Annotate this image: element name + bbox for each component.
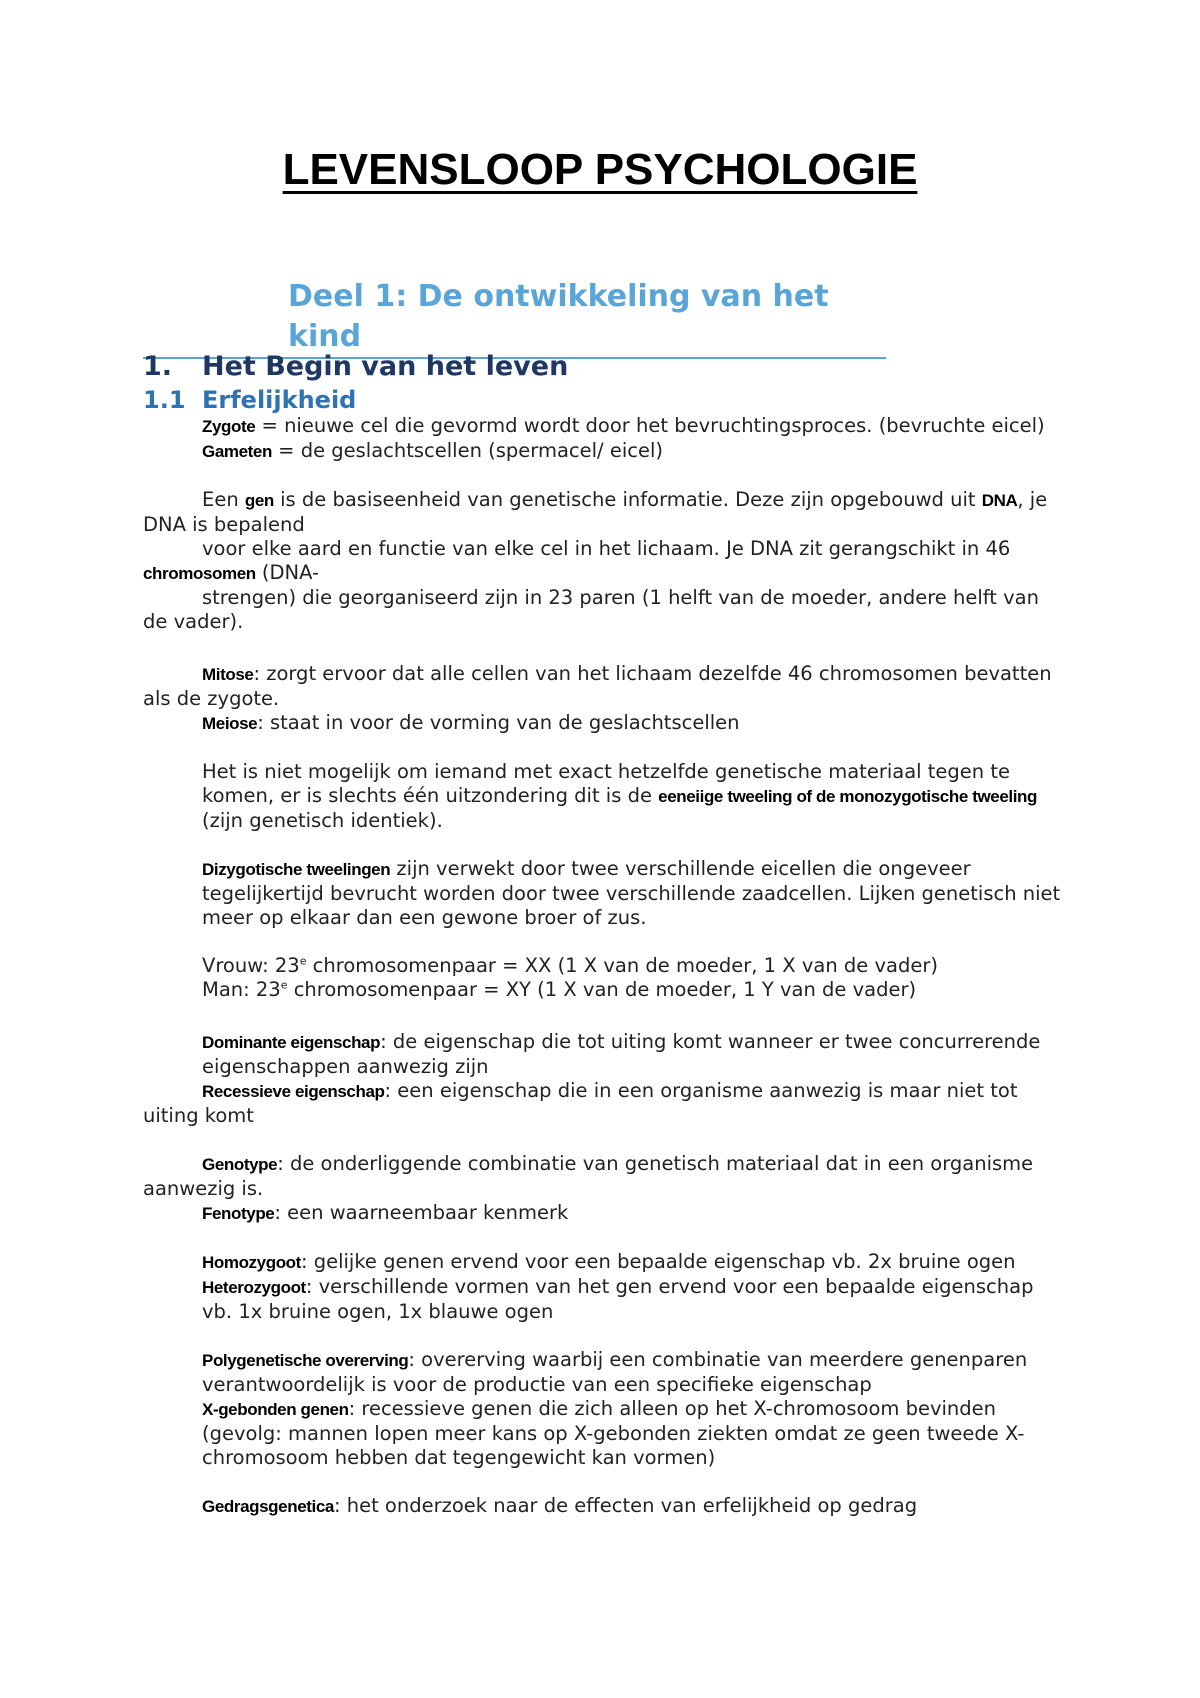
definition-meiose: Meiose: staat in voor de vorming van de geslachtscellen — [202, 711, 740, 734]
definition-dominant: Dominante eigenschap: de eigenschap die tot uiting komt wanneer er twee concurrerende eigenschappen aanwezig zijn — [202, 1030, 1041, 1078]
definition-gameten: Gameten = de geslachtscellen (spermacel/ eicel) — [202, 439, 663, 462]
definition-zygote: Zygote = nieuwe cel die gevormd wordt door het bevruchtingsproces. (bevruchte eicel) — [202, 414, 1045, 437]
paragraph-tweeling: Het is niet mogelijk om iemand met exact hetzelfde genetische materiaal tegen te komen, er is slechts één uitzondering dit is de eeneiige tweeling of de monozygotische tweeling (zijn genetisch identiek). — [202, 760, 1038, 832]
chapter-title: Het Begin van het leven — [202, 351, 569, 382]
definition-genotype: Genotype: de onderliggende combinatie van genetisch materiaal dat in een organisme aanwezig is. — [143, 1152, 1034, 1200]
definition-x-gebonden: X-gebonden genen: recessieve genen die zich alleen op het X-chromosoom bevinden (gevolg: mannen lopen meer kans op X-gebonden ziekten omdat ze geen tweede X-chromosoom hebben dat tegengewicht kan vormen) — [202, 1397, 1025, 1469]
chapter-heading — [143, 350, 568, 384]
paragraph-gen-line-3: strengen) die georganiseerd zijn in 23 paren (1 helft van de moeder, andere helft van de vader). — [143, 586, 1039, 633]
definition-polygenetisch: Polygenetische overerving: overerving waarbij een combinatie van meerdere genenparen verantwoordelijk is voor de productie van een specifieke eigenschap — [202, 1348, 1028, 1396]
definition-homozygoot: Homozygoot: gelijke genen ervend voor een bepaalde eigenschap vb. 2x bruine ogen — [202, 1250, 1016, 1273]
paragraph-gen-line-2: voor elke aard en functie van elke cel in het lichaam. Je DNA zit gerangschikt in 46 chromosomen (DNA- — [143, 537, 1011, 584]
part-heading: Deel 1: De ontwikkeling van het kind — [143, 277, 886, 359]
section-content — [143, 414, 1063, 1519]
document-title: LEVENSLOOP PSYCHOLOGIE — [282, 145, 918, 194]
line-vrouw: Vrouw: 23e chromosomenpaar = XX (1 X van de moeder, 1 X van de vader) — [202, 954, 938, 977]
paragraph-dizygotisch: Dizygotische tweelingen zijn verwekt door twee verschillende eicellen die ongeveer tegelijkertijd bevrucht worden door twee verschillende zaadcellen. Lijken genetisch niet meer op elkaar dan een gewone broer of zus. — [202, 857, 1061, 929]
definition-recessief: Recessieve eigenschap: een eigenschap die in een organisme aanwezig is maar niet tot uiting komt — [143, 1079, 1018, 1127]
definition-mitose: Mitose: zorgt ervoor dat alle cellen van het lichaam dezelfde 46 chromosomen bevatten als de zygote. — [143, 662, 1052, 710]
chapter-number: 1. — [143, 351, 173, 382]
section-title: Erfelijkheid — [202, 386, 357, 414]
definition-fenotype: Fenotype: een waarneembaar kenmerk — [202, 1201, 569, 1224]
paragraph-gen-line-1: Een gen is de basiseenheid van genetische informatie. Deze zijn opgebouwd uit DNA, je DNA is bepalend — [143, 488, 1048, 536]
line-man: Man: 23e chromosomenpaar = XY (1 X van de moeder, 1 Y van de vader) — [202, 978, 917, 1001]
section-heading — [143, 384, 356, 416]
definition-gedragsgenetica: Gedragsgenetica: het onderzoek naar de effecten van erfelijkheid op gedrag — [202, 1494, 918, 1517]
definition-heterozygoot: Heterozygoot: verschillende vormen van het gen ervend voor een bepaalde eigenschap vb. 1x bruine ogen, 1x blauwe ogen — [202, 1275, 1034, 1323]
section-number: 1.1 — [143, 386, 186, 414]
